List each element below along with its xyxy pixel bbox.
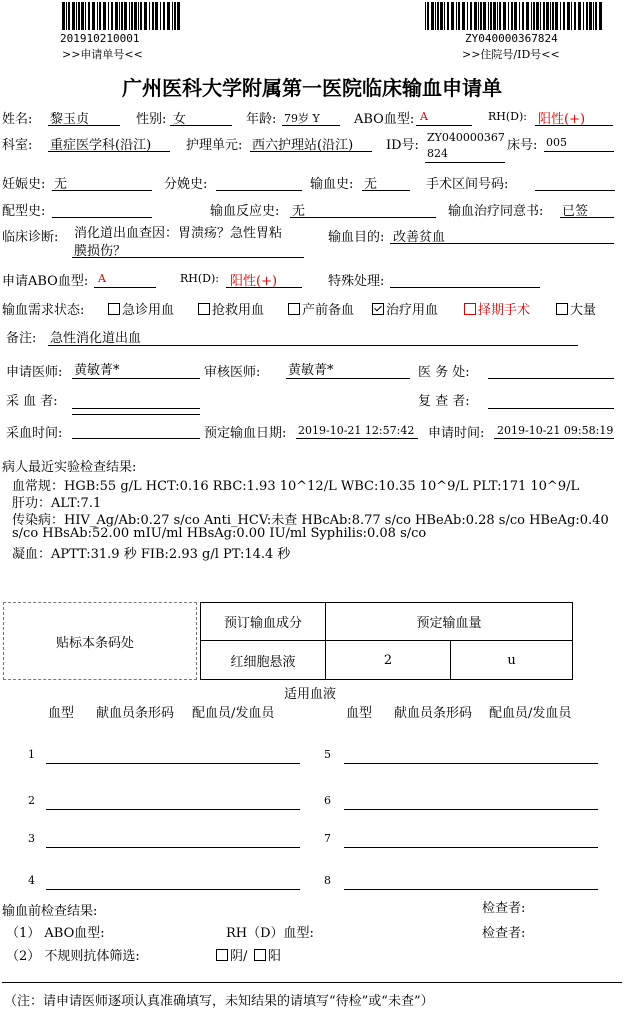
right-match-header: 配血员/发血员 — [489, 706, 572, 721]
diagnosis-line2: 膜损伤？ — [74, 244, 127, 259]
need-option-massive[interactable]: 大量 — [556, 299, 596, 318]
pregnancy-value: 无 — [54, 177, 68, 192]
suitable-blood-label: 适用血液 — [284, 687, 337, 702]
labs-liver: 肝功：ALT:7.1 — [12, 496, 102, 511]
left-barcode-header: 献血员条形码 — [96, 706, 175, 721]
sex-label: 性别: — [136, 112, 167, 127]
doctor-value: 黄敏菁* — [74, 363, 120, 378]
need-option-elective[interactable]: 择期手术 — [464, 299, 530, 318]
reaction-value: 无 — [292, 204, 306, 219]
component-cell: 红细胞悬液 — [201, 641, 326, 680]
reaction-label: 输血反应史: — [210, 204, 280, 219]
special-label: 特殊处理: — [328, 274, 385, 289]
checkbox-icon[interactable] — [216, 949, 228, 961]
footer-note: （注：请申请医师逐项认真准确填写，未知结果的请填写“待检”或“未查”） — [4, 994, 434, 1009]
rh-value: 阳性(+) — [538, 112, 586, 127]
pretest-rh-item: RH（D）血型: — [226, 926, 314, 941]
pretest-title: 输血前检查结果: — [2, 904, 98, 919]
req-rh-label: RH(D): — [180, 272, 219, 285]
bag-row-number: 1 — [28, 748, 35, 761]
bag-row-number: 4 — [28, 874, 35, 887]
amount-cell: 2 — [326, 641, 451, 680]
medical-office-label: 医 务 处: — [418, 365, 470, 380]
antibody-positive-option[interactable]: 阳 — [254, 945, 281, 964]
inpatient-number-label: >>住院号/ID号<< — [462, 48, 560, 61]
id-value-line1: ZY040000367 — [427, 131, 505, 144]
remark-value: 急性消化道出血 — [50, 331, 142, 346]
sex-value: 女 — [173, 112, 187, 127]
bag-row-number: 6 — [324, 794, 331, 807]
bed-label: 床号: — [507, 138, 538, 153]
ward-label: 护理单元: — [186, 138, 243, 153]
left-type-header: 血型 — [48, 706, 75, 721]
req-abo-label: 申请ABO血型: — [2, 274, 89, 289]
rechecker-label: 复 查 者: — [418, 394, 470, 409]
age-label: 年龄: — [246, 112, 277, 127]
labs-coagulation: 凝血：APTT:31.9 秒 FIB:2.93 g/l PT:14.4 秒 — [12, 547, 291, 562]
labs-blood-routine: 血常规：HGB:55 g/L HCT:0.16 RBC:1.93 10^12/L WBC:10.35 10^9/L PLT:171 10^9/L — [12, 479, 580, 494]
purpose-label: 输血目的: — [328, 230, 385, 245]
dept-value: 重症医学科(沿江) — [50, 138, 152, 153]
consent-label: 输血治疗同意书: — [448, 204, 544, 219]
inpatient-number: ZY040000367824 — [465, 32, 558, 45]
surgery-no-label: 手术区间号码: — [426, 177, 509, 192]
request-barcode — [62, 2, 182, 30]
request-time-label: 申请时间: — [428, 426, 485, 441]
doctor-label: 申请医师: — [6, 365, 63, 380]
right-barcode-header: 献血员条形码 — [394, 706, 473, 721]
pretest-checker-label-2: 检查者: — [482, 926, 526, 941]
consent-value: 已签 — [562, 204, 589, 219]
checkbox-icon[interactable] — [288, 303, 300, 315]
right-type-header: 血型 — [346, 706, 373, 721]
checkbox-icon[interactable] — [254, 949, 266, 961]
antibody-negative-option[interactable]: 阴/ — [216, 945, 247, 964]
purpose-value: 改善贫血 — [393, 230, 446, 245]
name-value: 黎玉贞 — [50, 112, 90, 127]
req-abo-value: A — [98, 272, 106, 285]
pretest-abo-item: （1） ABO血型: — [6, 926, 105, 941]
need-option-emergency[interactable]: 急诊用血 — [108, 299, 174, 318]
checkbox-icon[interactable] — [464, 303, 476, 315]
footer-divider — [2, 982, 622, 983]
reviewer-value: 黄敏菁* — [288, 363, 334, 378]
need-option-prenatal[interactable]: 产前备血 — [288, 299, 354, 318]
id-value-line2: 824 — [427, 147, 448, 160]
delivery-label: 分娩史: — [164, 177, 208, 192]
checkbox-checked-icon[interactable] — [372, 303, 384, 315]
abo-value: A — [420, 110, 428, 123]
order-table — [200, 602, 573, 680]
bag-row-number: 8 — [324, 874, 331, 887]
planned-date-value: 2019-10-21 12:57:42 — [298, 424, 415, 437]
transfusion-value: 无 — [364, 177, 378, 192]
pretest-checker-label-1: 检查者: — [482, 901, 526, 916]
ward-value: 西六护理站(沿江) — [252, 138, 354, 153]
bed-value: 005 — [546, 136, 567, 149]
col-amount-header: 预定输血量 — [326, 603, 573, 641]
barcode-paste-label: 贴标本条码处 — [56, 636, 135, 651]
collect-time-label: 采血时间: — [6, 426, 63, 441]
bag-row-number: 7 — [324, 832, 331, 845]
remark-label: 备注: — [6, 331, 37, 346]
labs-title: 病人最近实验检查结果: — [2, 460, 137, 475]
labs-infection-line1: 传染病：HIV_Ag/Ab:0.27 s/co Anti_HCV:未查 HBcAb:8.77 s/co HBeAb:0.28 s/co HBeAg:0.40 — [12, 513, 609, 528]
id-label: ID号: — [386, 138, 419, 153]
checkbox-icon[interactable] — [198, 303, 210, 315]
unit-cell: u — [451, 641, 573, 680]
need-option-treatment[interactable]: 治疗用血 — [372, 299, 438, 318]
name-label: 姓名: — [2, 112, 33, 127]
diagnosis-line1: 消化道出血查因：胃溃疡？急性胃粘 — [74, 226, 283, 241]
request-time-value: 2019-10-21 09:58:19 — [497, 424, 614, 437]
left-match-header: 配血员/发血员 — [192, 706, 275, 721]
checkbox-icon[interactable] — [108, 303, 120, 315]
need-label: 输血需求状态: — [2, 303, 85, 318]
transfusion-label: 输血史: — [310, 177, 354, 192]
rh-label: RH(D): — [488, 110, 527, 123]
diagnosis-label: 临床诊断: — [2, 230, 59, 245]
pregnancy-label: 妊娠史: — [2, 177, 46, 192]
bag-row-number: 2 — [28, 794, 35, 807]
col-component-header: 预订输血成分 — [201, 603, 326, 641]
age-value: 79岁 Y — [284, 112, 320, 125]
matching-label: 配型史: — [2, 204, 46, 219]
reviewer-label: 审核医师: — [204, 365, 261, 380]
checkbox-icon[interactable] — [556, 303, 568, 315]
need-option-rescue[interactable]: 抢救用血 — [198, 299, 264, 318]
req-rh-value: 阳性(+) — [230, 274, 278, 289]
dept-label: 科室: — [2, 138, 33, 153]
request-number-label: >>申请单号<< — [62, 48, 143, 61]
collector-label: 采 血 者: — [6, 394, 58, 409]
bag-row-number: 5 — [324, 748, 331, 761]
planned-date-label: 预定输血日期: — [204, 426, 287, 441]
request-number: 201910210001 — [60, 32, 140, 45]
bag-row-number: 3 — [28, 832, 35, 845]
pretest-antibody-item: （2） 不规则抗体筛选: — [6, 949, 140, 964]
labs-infection-line2: s/co HBsAb:52.00 mIU/ml HBsAg:0.00 IU/ml Syphilis:0.08 s/co — [12, 526, 427, 541]
abo-label: ABO血型: — [354, 112, 415, 127]
page-title: 广州医科大学附属第一医院临床输血申请单 — [122, 76, 502, 100]
inpatient-barcode — [425, 2, 605, 30]
